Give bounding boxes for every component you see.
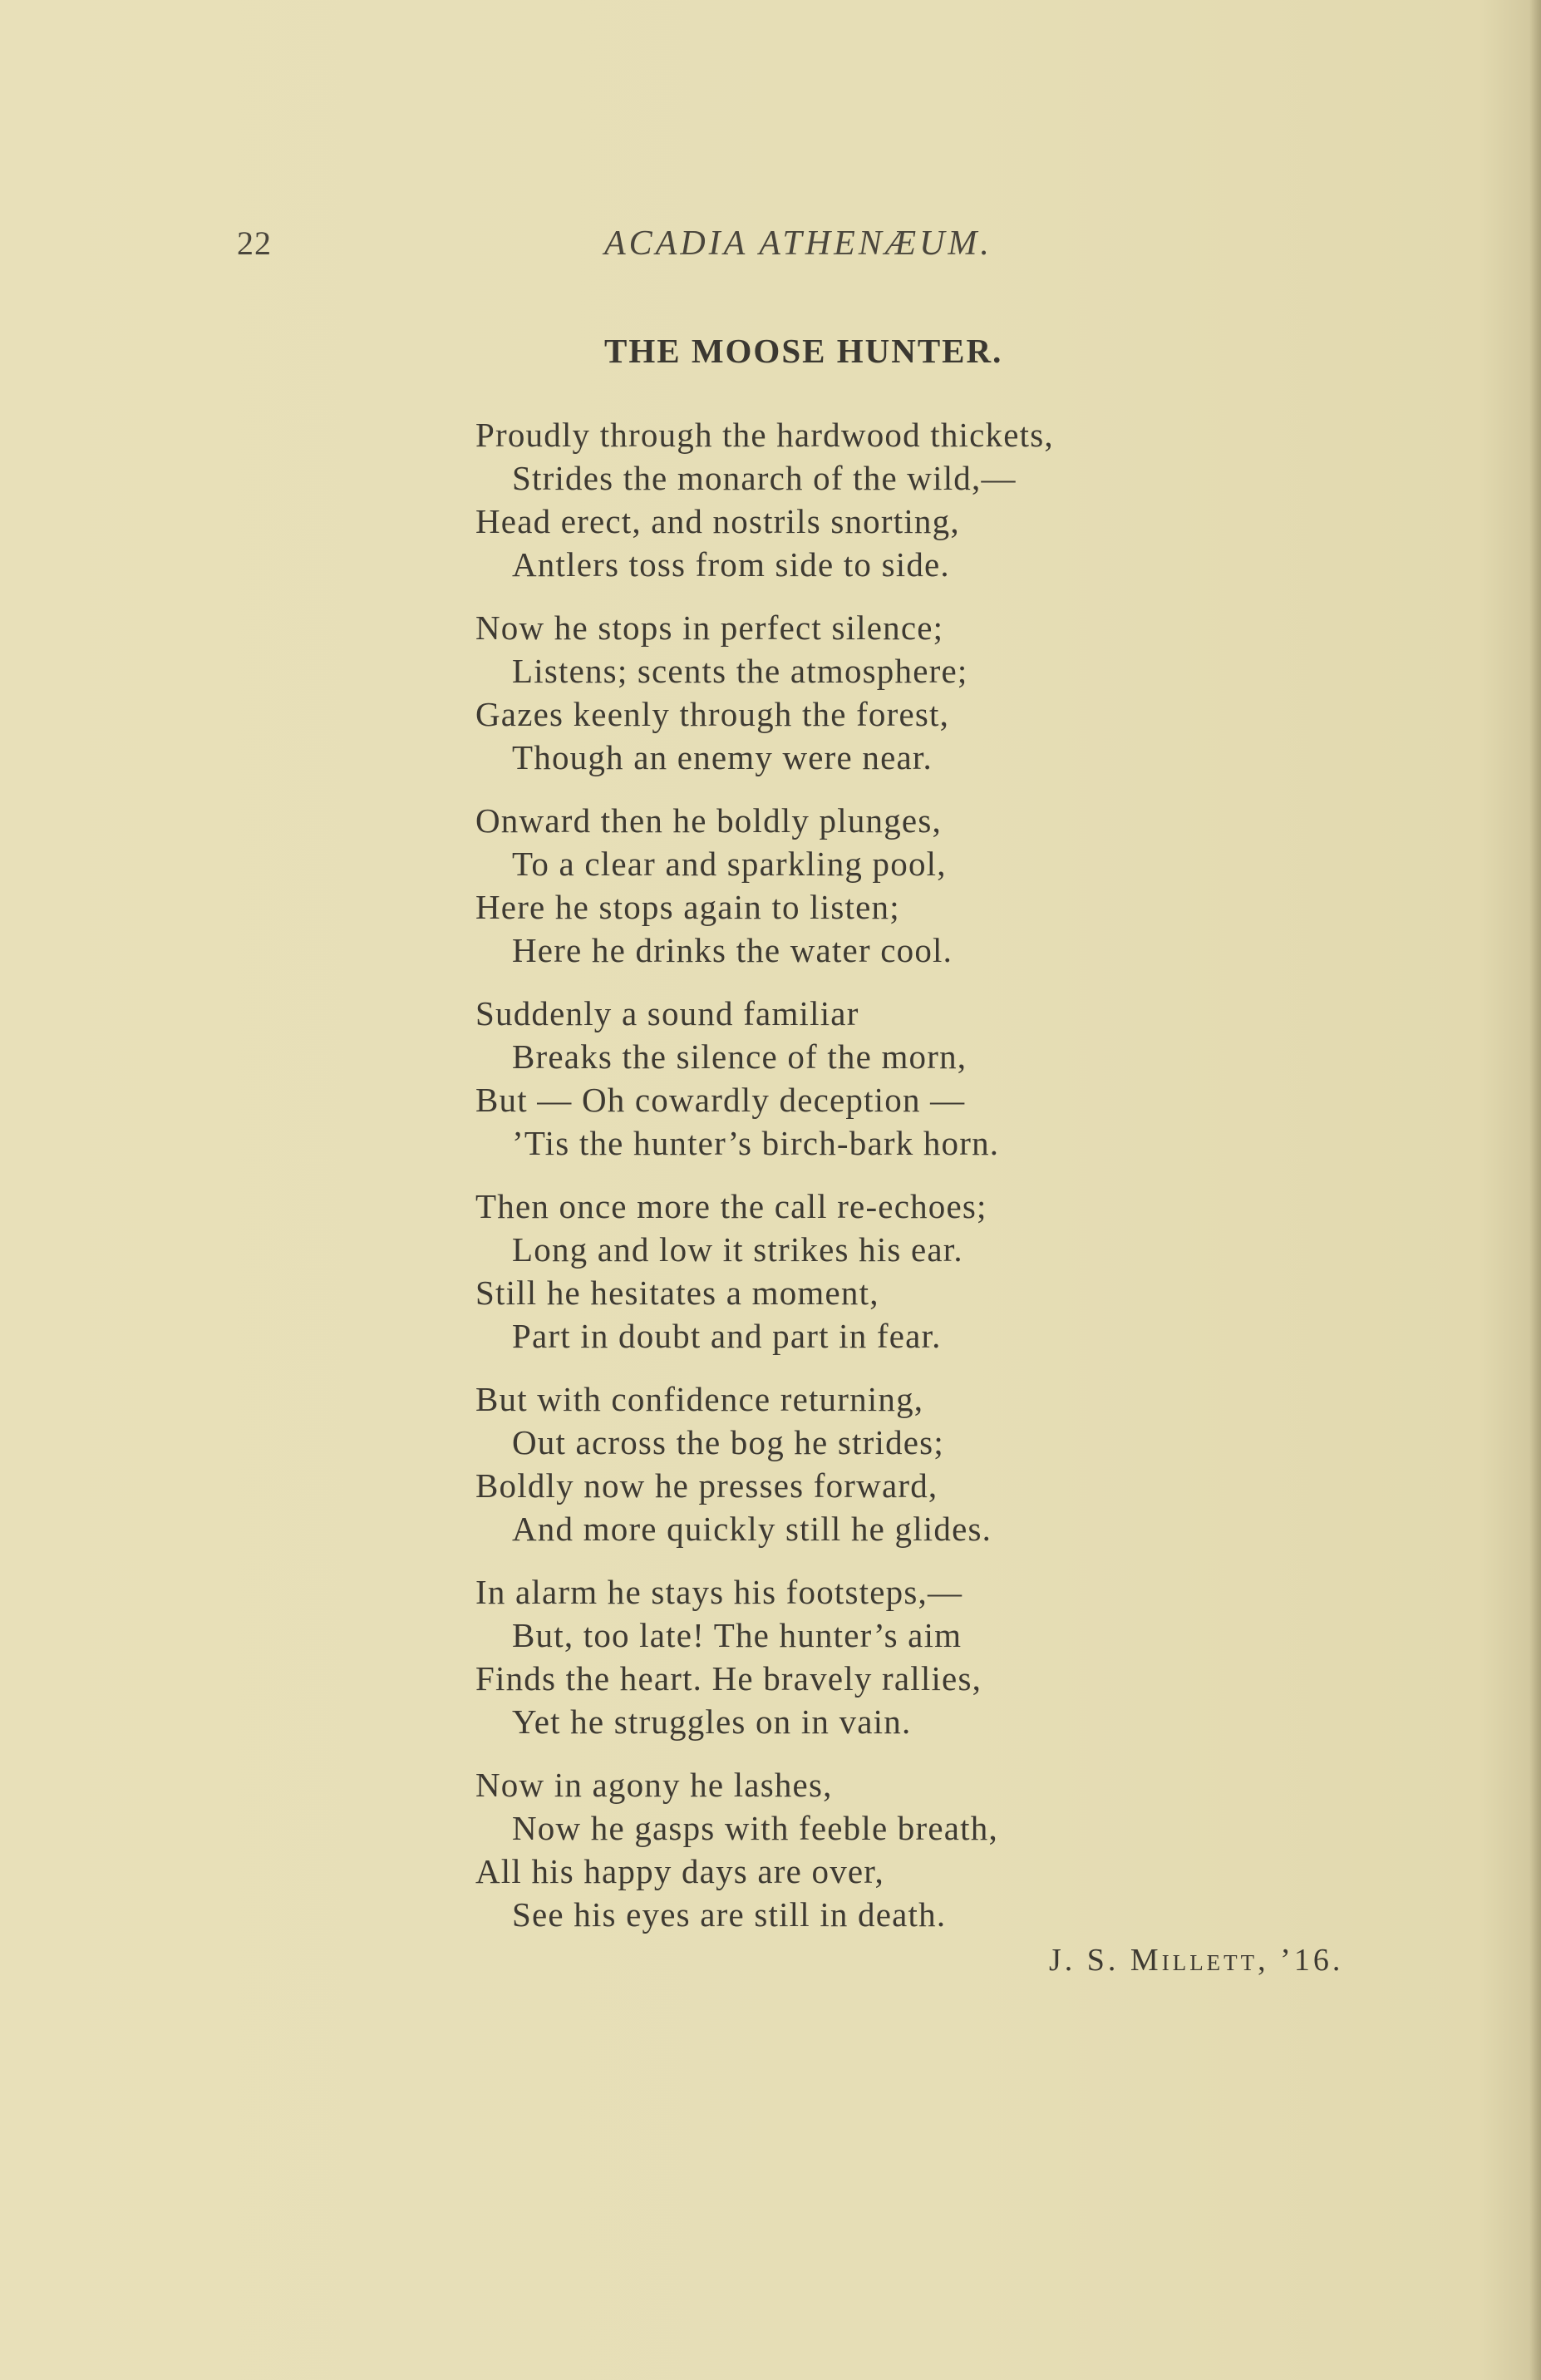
poem-line: Now in agony he lashes, [475,1766,833,1804]
running-head: ACADIA ATHENÆUM. [604,224,992,263]
poem-line: Now he stops in perfect silence; [475,609,944,647]
poem-line: Part in doubt and part in fear. [512,1317,942,1355]
poem-line: Breaks the silence of the morn, [512,1037,967,1076]
poem-line: All his happy days are over, [475,1852,884,1890]
poem-line: Though an enemy were near. [512,738,933,776]
page-edge-shadow [1529,0,1541,2380]
poem-line: Listens; scents the atmosphere; [512,652,968,690]
poem-line: And more quickly still he glides. [512,1510,992,1548]
poem-line: Yet he struggles on in vain. [512,1702,912,1741]
poem-line: Out across the bog he strides; [512,1423,944,1461]
poem-line: Now he gasps with feeble breath, [512,1809,998,1847]
stanza-7 [475,1570,1406,1743]
poem-line: Suddenly a sound familiar [475,994,859,1032]
poem-line: But — Oh cowardly deception — [475,1081,966,1119]
poem-line: Onward then he boldly plunges, [475,801,942,840]
stanza-3 [475,799,1406,972]
poem-line: Head erect, and nostrils snorting, [475,502,960,540]
poem-line: In alarm he stays his footsteps,— [475,1573,963,1611]
poem-line: Here he stops again to listen; [475,888,900,926]
stanza-6 [475,1377,1406,1550]
poem-line: Boldly now he presses forward, [475,1466,938,1505]
poem-line: Here he drinks the water cool. [512,931,953,969]
stanza-5 [475,1185,1406,1358]
author-signature: J. S. Millett, ’16. [1049,1943,1344,1978]
poem-line: But with confidence returning, [475,1380,924,1418]
poem-line: Proudly through the hardwood thickets, [475,416,1054,454]
poem-line: Antlers toss from side to side. [512,545,950,584]
poem-line: Still he hesitates a moment, [475,1274,879,1312]
poem-title: THE MOOSE HUNTER. [604,332,1003,370]
poem-line: Then once more the call re-echoes; [475,1187,987,1225]
stanza-8 [475,1763,1406,1936]
poem-line: But, too late! The hunter’s aim [512,1616,963,1654]
poem-line: See his eyes are still in death. [512,1895,947,1934]
poem-line: Finds the heart. He bravely rallies, [475,1659,982,1698]
stanza-4 [475,992,1406,1165]
stanza-1 [475,413,1406,586]
poem-line: ’Tis the hunter’s birch-bark horn. [512,1124,1000,1162]
poem-line: Gazes keenly through the forest, [475,695,950,733]
page-number: 22 [237,224,272,262]
poem-line: Long and low it strikes his ear. [512,1230,963,1269]
stanza-2 [475,606,1406,779]
poem-body [475,413,1406,1956]
poem-line: Strides the monarch of the wild,— [512,459,1017,497]
poem-line: To a clear and sparkling pool, [512,845,947,883]
